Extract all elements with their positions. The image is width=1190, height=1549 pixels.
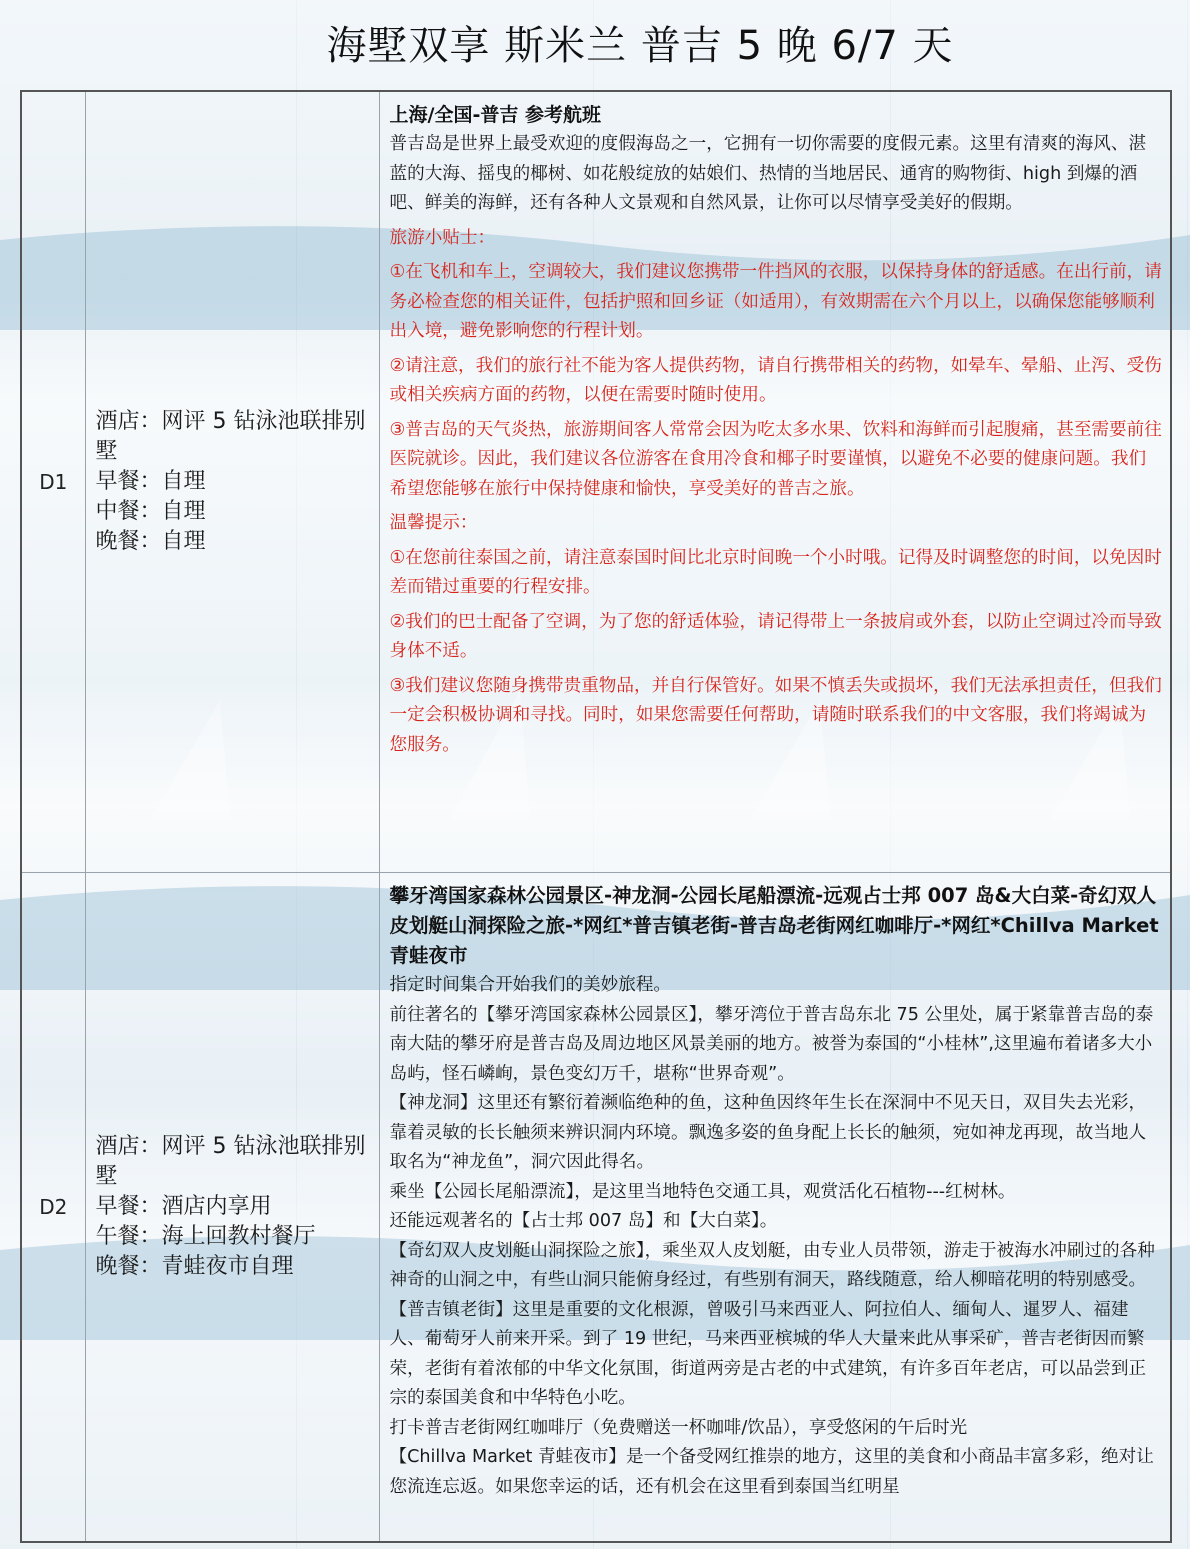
breakfast-info: 早餐：酒店内享用 xyxy=(95,1194,272,1219)
tip-item: ①在飞机和车上，空调较大，我们建议您携带一件挡风的衣服，以保持身体的舒适感。在出行前，请务必检查您的相关证件，包括护照和回乡证（如适用），有效期需在六个月以上，以确保您能够顺利出入境，避免影响您的行程计划。 xyxy=(389,262,1162,341)
day-label: D2 xyxy=(21,873,85,1543)
tip-item: ②请注意，我们的旅行社不能为客人提供药物，请自行携带相关的药物，如晕车、晕船、止泻、受伤或相关疾病方面的药物，以便在需要时随时使用。 xyxy=(389,355,1162,405)
day-heading: 上海/全国-普吉 参考航班 xyxy=(389,104,601,126)
notice-item: ②我们的巴士配备了空调，为了您的舒适体验，请记得带上一条披肩或外套，以防止空调过冷而导致身体不适。 xyxy=(389,611,1162,661)
intro-text: 普吉岛是世界上最受欢迎的度假海岛之一，它拥有一切你需要的度假元素。这里有清爽的海风、湛蓝的大海、摇曳的椰树、如花般绽放的姑娘们、热情的当地居民、通宵的购物街、high 到爆的酒吧、鲜美的海鲜，还有各种人文景观和自然风景，让你可以尽情享受美好的假期。 xyxy=(389,134,1147,213)
day-description xyxy=(379,91,1171,873)
tips-title: 旅游小贴士： xyxy=(389,227,496,248)
breakfast-info: 早餐：自理 xyxy=(95,469,206,494)
paragraph: 乘坐【公园长尾船漂流】，是这里当地特色交通工具，观赏活化石植物---红树林。 xyxy=(389,1181,1016,1202)
paragraph: 【普吉镇老街】这里是重要的文化根源，曾吸引马来西亚人、阿拉伯人、缅甸人、暹罗人、福建人、葡萄牙人前来开采。到了 19 世纪，马来西亚槟城的华人大量来此从事采矿，普吉老街因而繁荣，老街有着浓郁的中华文化氛围，街道两旁是古老的中式建筑，有许多百年老店，可以品尝到正宗的泰国美食和中华特色小吃。 xyxy=(389,1299,1147,1408)
meal-info xyxy=(85,91,379,873)
notice-item: ①在您前往泰国之前，请注意泰国时间比北京时间晚一个小时哦。记得及时调整您的时间，以免因时差而错过重要的行程安排。 xyxy=(389,547,1162,597)
table-row xyxy=(21,873,1171,1543)
paragraph: 还能远观著名的【占士邦 007 岛】和【大白菜】。 xyxy=(389,1211,778,1231)
lunch-info: 午餐：海上回教村餐厅 xyxy=(95,1224,316,1249)
paragraph: 【神龙洞】这里还有繁衍着濒临绝种的鱼，这种鱼因终年生长在深洞中不见天日，双目失去光彩，靠着灵敏的长长触须来辨识洞内环境。飘逸多姿的鱼身配上长长的触须，宛如神龙再现，故当地人取名为“神龙鱼”，洞穴因此得名。 xyxy=(389,1093,1147,1172)
notice-item: ③我们建议您随身携带贵重物品，并自行保管好。如果不慎丢失或损坏，我们无法承担责任，但我们一定会积极协调和寻找。同时，如果您需要任何帮助，请随时联系我们的中文客服，我们将竭诚为您服务。 xyxy=(389,675,1162,755)
day-label: D1 xyxy=(21,91,85,873)
itinerary-table xyxy=(20,90,1172,1543)
lunch-info: 中餐：自理 xyxy=(95,499,206,524)
paragraph: 【奇幻双人皮划艇山洞探险之旅】，乘坐双人皮划艇，由专业人员带领，游走于被海水冲刷过的各种神奇的山洞之中，有些山洞只能俯身经过，有些别有洞天，路线随意，给人柳暗花明的特别感受。 xyxy=(389,1240,1155,1290)
day-heading: 攀牙湾国家森林公园景区-神龙洞-公园长尾船漂流-远观占士邦 007 岛&大白菜-奇幻双人皮划艇山洞探险之旅-*网红*普吉镇老街-普吉岛老街网红咖啡厅-*网红*Chillva Market 青蛙夜市 xyxy=(389,884,1159,967)
notice-title: 温馨提示： xyxy=(389,513,478,533)
paragraph: 【Chillva Market 青蛙夜市】是一个备受网红推崇的地方，这里的美食和小商品丰富多彩，绝对让您流连忘返。如果您幸运的话，还有机会在这里看到泰国当红明星 xyxy=(389,1447,1154,1497)
hotel-info: 酒店：网评 5 钻泳池联排别墅 xyxy=(95,1134,366,1189)
paragraph: 指定时间集合开始我们的美妙旅程。 xyxy=(389,975,672,995)
dinner-info: 晚餐：青蛙夜市自理 xyxy=(95,1254,294,1279)
dinner-info: 晚餐：自理 xyxy=(95,529,206,554)
paragraph: 打卡普吉老街网红咖啡厅（免费赠送一杯咖啡/饮品），享受悠闲的午后时光 xyxy=(389,1417,968,1438)
tip-item: ③普吉岛的天气炎热，旅游期间客人常常会因为吃太多水果、饮料和海鲜而引起腹痛，甚至需要前往医院就诊。因此，我们建议各位游客在食用冷食和椰子时要谨慎，以避免不必要的健康问题。我们希望您能够在旅行中保持健康和愉快，享受美好的普吉之旅。 xyxy=(389,419,1162,499)
table-row xyxy=(21,91,1171,873)
page-title: 海墅双享 斯米兰 普吉 5 晚 6/7 天 xyxy=(326,23,954,69)
day-description xyxy=(379,873,1171,1543)
hotel-info: 酒店：网评 5 钻泳池联排别墅 xyxy=(95,409,366,464)
meal-info xyxy=(85,873,379,1543)
paragraph: 前往著名的【攀牙湾国家森林公园景区】，攀牙湾位于普吉岛东北 75 公里处，属于紧靠普吉岛的泰南大陆的攀牙府是普吉岛及周边地区风景美丽的地方。被誉为泰国的“小桂林”,这里遍布着诸多大小岛屿，怪石嶙峋，景色变幻万千，堪称“世界奇观”。 xyxy=(389,1004,1154,1084)
